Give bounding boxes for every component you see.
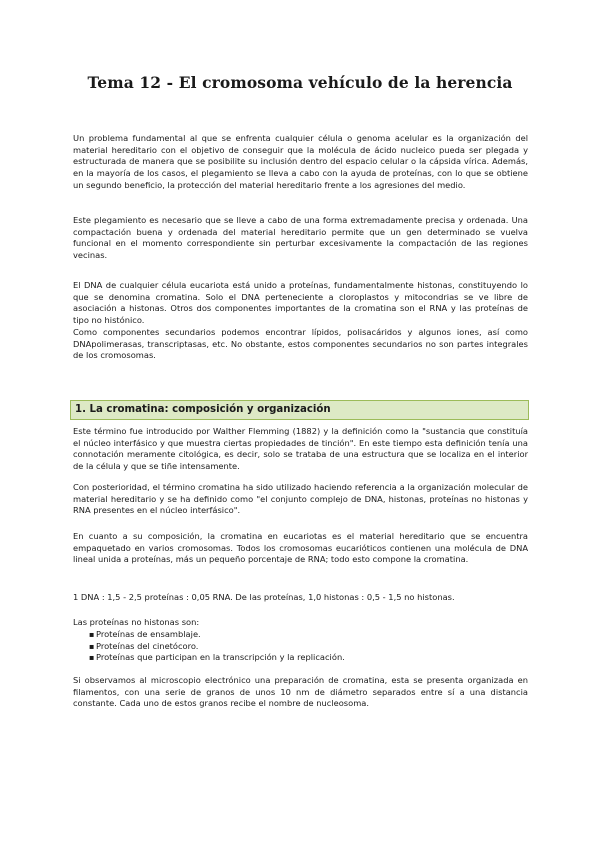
intro-paragraph-4: Como componentes secundarios podemos encontrar lípidos, polisacáridos y algunos iones, así como DNApolimerasas, transcriptasas, etc. No obstante, estos componentes secundarios no son partes integrales de los cromosomas. <box>73 327 528 361</box>
list-item: ▪ Proteínas del cinetócoro. <box>73 641 528 653</box>
list-item: ▪ Proteínas que participan en la transcripción y la replicación. <box>73 652 528 664</box>
intro-paragraph-3: El DNA de cualquier célula eucariota está unido a proteínas, fundamentalmente histonas, constituyendo lo que se denomina cromatina. Solo el DNA perteneciente a cloroplastos y mitocondrias se ve libre de asociación a histonas. Otros dos componentes importantes de la cromatina son el RNA y las proteínas de tipo no histónico. <box>73 280 528 326</box>
section-heading-box <box>70 400 529 420</box>
section-paragraph-2: Con posterioridad, el término cromatina ha sido utilizado haciendo referencia a la organización molecular de material hereditario y se ha definido como "el conjunto complejo de DNA, histonas, proteínas no histonas y RNA presentes en el núcleo interfásico". <box>73 482 528 516</box>
list-item: ▪ Proteínas de ensamblaje. <box>73 629 528 641</box>
section-paragraph-5: Las proteínas no histonas son: <box>73 617 200 627</box>
intro-paragraph-1: Un problema fundamental al que se enfrenta cualquier célula o genoma acelular es la organización del material hereditario con el objetivo de conseguir que la molécula de ácido nucleico pueda ser plegada y estructurada de manera que se posibilite su inclusión dentro del espacio celular o la cápsida vírica. Además, en la mayoría de los casos, el plegamiento se lleva a cabo con la ayuda de proteínas, con lo que se obtiene un segundo beneficio, la protección del material hereditario frente a los agresiones del medio. <box>73 133 528 190</box>
section-paragraph-1: Este término fue introducido por Walther Flemming (1882) y la definición como la "sustancia que constituía el núcleo interfásico y que muestra ciertas propiedades de tinción". En este tiempo esta definición tenía una connotación meramente citológica, es decir, solo se trataba de una estructura que se localiza en el interior de la célula y que se tiñe intensamente. <box>73 426 528 472</box>
page-title: Tema 12 - El cromosoma vehículo de la herencia <box>87 73 513 92</box>
protein-list <box>73 629 528 664</box>
section-paragraph-4: 1 DNA : 1,5 - 2,5 proteínas : 0,05 RNA. De las proteínas, 1,0 histonas : 0,5 - 1,5 no histonas. <box>73 592 455 602</box>
closing-paragraph: Si observamos al microscopio electrónico una preparación de cromatina, esta se presenta organizada en filamentos, con una serie de granos de unos 10 nm de diámetro separados entre sí a una distancia constante. Cada uno de estos granos recibe el nombre de nucleosoma. <box>73 675 528 709</box>
intro-paragraph-2: Este plegamiento es necesario que se lleve a cabo de una forma extremadamente precisa y ordenada. Una compactación buena y ordenada del material hereditario permite que un gen determinado se vuelva funcional en el momento correspondiente sin perturbar excesivamente la compactación de las regiones vecinas. <box>73 215 528 261</box>
section-heading: 1. La cromatina: composición y organización <box>75 404 331 415</box>
section-paragraph-3: En cuanto a su composición, la cromatina en eucariotas es el material hereditario que se encuentra empaquetado en varios cromosomas. Todos los cromosomas eucarióticos contienen una molécula de DNA lineal unida a proteínas, más un pequeño porcentaje de RNA; todo esto compone la cromatina. <box>73 531 528 565</box>
